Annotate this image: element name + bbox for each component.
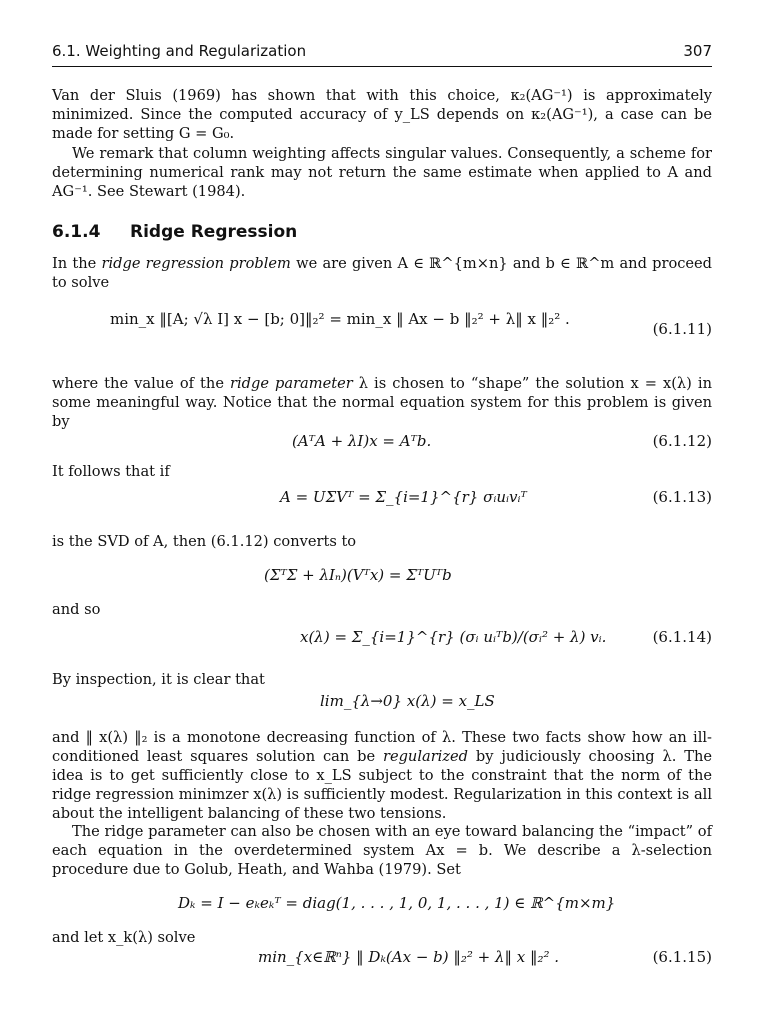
equation-body: (AᵀA + λI)x = Aᵀb.: [292, 432, 432, 450]
text-run: λ is chosen to “shape” the solution x = x(λ) in some meaningful way. Notice that the normal equation system for this problem is given by: [52, 375, 712, 430]
equation-body: A = UΣVᵀ = Σ_{i=1}^{r} σᵢuᵢvᵢᵀ: [280, 488, 527, 506]
header-rule: [52, 66, 712, 67]
equation-body: (ΣᵀΣ + λIₙ)(Vᵀx) = ΣᵀUᵀb: [264, 566, 452, 584]
page-number: 307: [683, 42, 712, 60]
paragraph-svd-converts: is the SVD of A, then (6.1.12) converts to: [52, 533, 357, 550]
text-run: by judiciously choosing λ. The idea is to get sufficiently close to x_LS subject to the constraint that the norm of the ridge regression minimzer x(λ) is sufficiently modest. Regularization in this context is all about the intelligent balancing of these two tensions.: [52, 748, 712, 822]
paragraph-van-der-sluis: Van der Sluis (1969) has shown that with this choice, κ₂(AG⁻¹) is approximately minimized. Since the computed accuracy of y_LS depends on κ₂(AG⁻¹), a case can be made for setting G = G₀.: [52, 87, 712, 142]
text-run: In the: [52, 255, 102, 272]
equation-limit: [52, 690, 712, 720]
paragraph-column-weighting: We remark that column weighting affects singular values. Consequently, a scheme for determining numerical rank may not return the same estimate when applied to A and AG⁻¹. See Stewart (1984).: [52, 145, 712, 200]
equation-number: (6.1.11): [652, 320, 712, 338]
section-number: 6.1.4: [52, 222, 101, 242]
chapter-section-title: 6.1. Weighting and Regularization: [52, 42, 307, 60]
equation-body: min_{x∈ℝⁿ} ‖ Dₖ(Ax − b) ‖₂² + λ‖ x ‖₂² .: [258, 948, 560, 966]
equation-6-1-12: [52, 432, 712, 456]
equation-number: (6.1.15): [652, 948, 712, 966]
equation-6-1-14: [52, 616, 712, 666]
text-run: where the value of the: [52, 375, 231, 392]
equation-6-1-13: [52, 478, 712, 522]
equation-number: (6.1.12): [652, 432, 712, 450]
equation-body: x(λ) = Σ_{i=1}^{r} (σᵢ uᵢᵀb)/(σᵢ² + λ) vᵢ.: [300, 628, 607, 646]
running-header: [52, 42, 712, 60]
equation-body: min_x ‖[A; √λ I] x − [b; 0]‖₂² = min_x ‖ Ax − b ‖₂² + λ‖ x ‖₂² .: [110, 310, 570, 328]
emphasis-regularized: regularized: [382, 748, 469, 765]
paragraph-and-so: and so: [52, 601, 101, 618]
equation-6-1-11: [52, 306, 712, 354]
equation-dk-definition: [52, 894, 712, 918]
paragraph-by-inspection: By inspection, it is clear that: [52, 671, 265, 688]
equation-6-1-15: [52, 944, 712, 984]
emphasis-ridge-regression-problem: ridge regression problem: [101, 255, 291, 272]
equation-transformed-system: [52, 566, 712, 590]
equation-body: lim_{λ→0} x(λ) = x_LS: [320, 692, 495, 710]
paragraph-ridge-parameter: [52, 374, 712, 431]
section-title: Ridge Regression: [130, 222, 298, 242]
paragraph-let-xk-solve: and let x_k(λ) solve: [52, 929, 196, 946]
paragraph-regularized: [52, 728, 712, 823]
equation-number: (6.1.13): [652, 488, 712, 506]
paragraph-impact-of-equations: The ridge parameter can also be chosen with an eye toward balancing the “impact” of each equation in the overdetermined system Ax = b. We describe a λ-selection procedure due to Golub, Heath, and Wahba (1979). Set: [52, 823, 712, 878]
paragraph-ridge-intro: [52, 254, 712, 292]
paragraph-it-follows: It follows that if: [52, 463, 170, 480]
text-run: we are given A ∈ ℝ^{m×n} and b ∈ ℝ^m and proceed to solve: [52, 255, 713, 291]
equation-number: (6.1.14): [652, 628, 712, 646]
section-heading: [52, 222, 297, 242]
emphasis-ridge-parameter: ridge parameter: [230, 375, 353, 392]
equation-body: Dₖ = I − eₖeₖᵀ = diag(1, . . . , 1, 0, 1, . . . , 1) ∈ ℝ^{m×m}: [178, 894, 616, 912]
text-run: and ‖ x(λ) ‖₂ is a monotone decreasing function of λ. These two facts show how an ill-conditioned least squares solution can be: [52, 729, 712, 765]
